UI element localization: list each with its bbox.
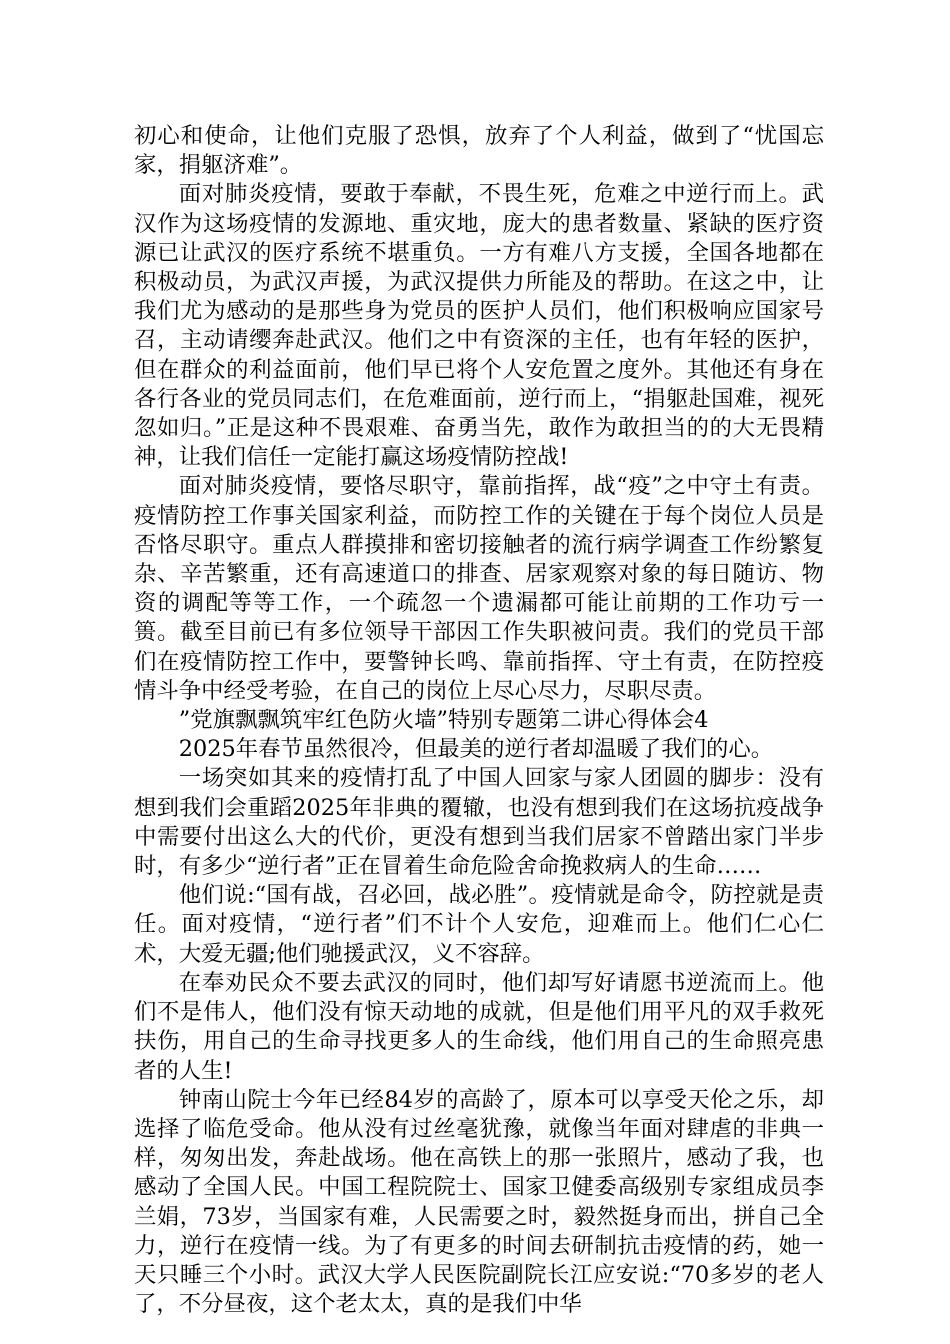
paragraph-5: 2025年春节虽然很冷，但最美的逆行者却温暖了我们的心。	[178, 736, 774, 763]
paragraph-7: 他们说:“国有战，召必回，战必胜”。疫情就是命令，防控就是责任。面对疫情，“逆行者”们不计个人安危，迎难而上。他们仁心仁术，大爱无疆;他们驰援武汉，义不容辞。	[134, 882, 824, 967]
document-body	[134, 122, 824, 1319]
paragraph-8: 在奉劝民众不要去武汉的同时，他们却写好请愿书逆流而上。他们不是伟人，他们没有惊天动地的成就，但是他们用平凡的双手救死扶伤，用自己的生命寻找更多人的生命线，他们用自己的生命照亮患者的人生!	[134, 969, 824, 1084]
paragraph-1: 初心和使命，让他们克服了恐惧，放弃了个人利益，做到了“忧国忘家，捐躯济难”。	[134, 123, 824, 179]
paragraph-9: 钟南山院士今年已经84岁的高龄了，原本可以享受天伦之乐，却选择了临危受命。他从没有过丝毫犹豫，就像当年面对肆虐的非典一样，匆匆出发，奔赴战场。他在高铁上的那一张照片，感动了我，也感动了全国人民。中国工程院院士、国家卫健委高级别专家组成员李兰娟，73岁，当国家有难，人民需要之时，毅然挺身而出，拼自己全力，逆行在疫情一线。为了有更多的时间去研制抗击疫情的药，她一天只睡三个小时。武汉大学人民医院副院长江应安说:“70多岁的老人了，不分昼夜，这个老太太，真的是我们中华	[134, 1086, 824, 1318]
paragraph-6: 一场突如其来的疫情打乱了中国人回家与家人团圆的脚步：没有想到我们会重蹈2025年非典的覆辙，也没有想到我们在这场抗疫战争中需要付出这么大的代价，更没有想到当我们居家不曾踏出家门半步时，有多少“逆行者”正在冒着生命危险舍命挽救病人的生命……	[134, 765, 824, 880]
section-heading: ”党旗飘飘筑牢红色防火墙”特别专题第二讲心得体会4	[178, 707, 709, 734]
paragraph-3: 面对肺炎疫情，要恪尽职守，靠前指挥，战“疫”之中守土有责。疫情防控工作事关国家利益，而防控工作的关键在于每个岗位人员是否恪尽职守。重点人群摸排和密切接触者的流行病学调查工作纷繁复杂、辛苦繁重，还有高速道口的排查、居家观察对象的每日随访、物资的调配等等工作，一个疏忽一个遗漏都可能让前期的工作功亏一篑。截至目前已有多位领导干部因工作失职被问责。我们的党员干部们在疫情防控工作中，要警钟长鸣、靠前指挥、守土有责，在防控疫情斗争中经受考验，在自己的岗位上尽心尽力，尽职尽责。	[134, 473, 824, 704]
paragraph-2: 面对肺炎疫情，要敢于奉献，不畏生死，危难之中逆行而上。武汉作为这场疫情的发源地、重灾地，庞大的患者数量、紧缺的医疗资源已让武汉的医疗系统不堪重负。一方有难八方支援，全国各地都在积极动员，为武汉声援，为武汉提供力所能及的帮助。在这之中，让我们尤为感动的是那些身为党员的医护人员们，他们积极响应国家号召，主动请缨奔赴武汉。他们之中有资深的主任，也有年轻的医护，但在群众的利益面前，他们早已将个人安危置之度外。其他还有身在各行各业的党员同志们，在危难面前，逆行而上，“捐躯赴国难，视死忽如归。”正是这种不畏艰难、奋勇当先，敢作为敢担当的的大无畏精神，让我们信任一定能打赢这场疫情防控战!	[134, 181, 824, 471]
